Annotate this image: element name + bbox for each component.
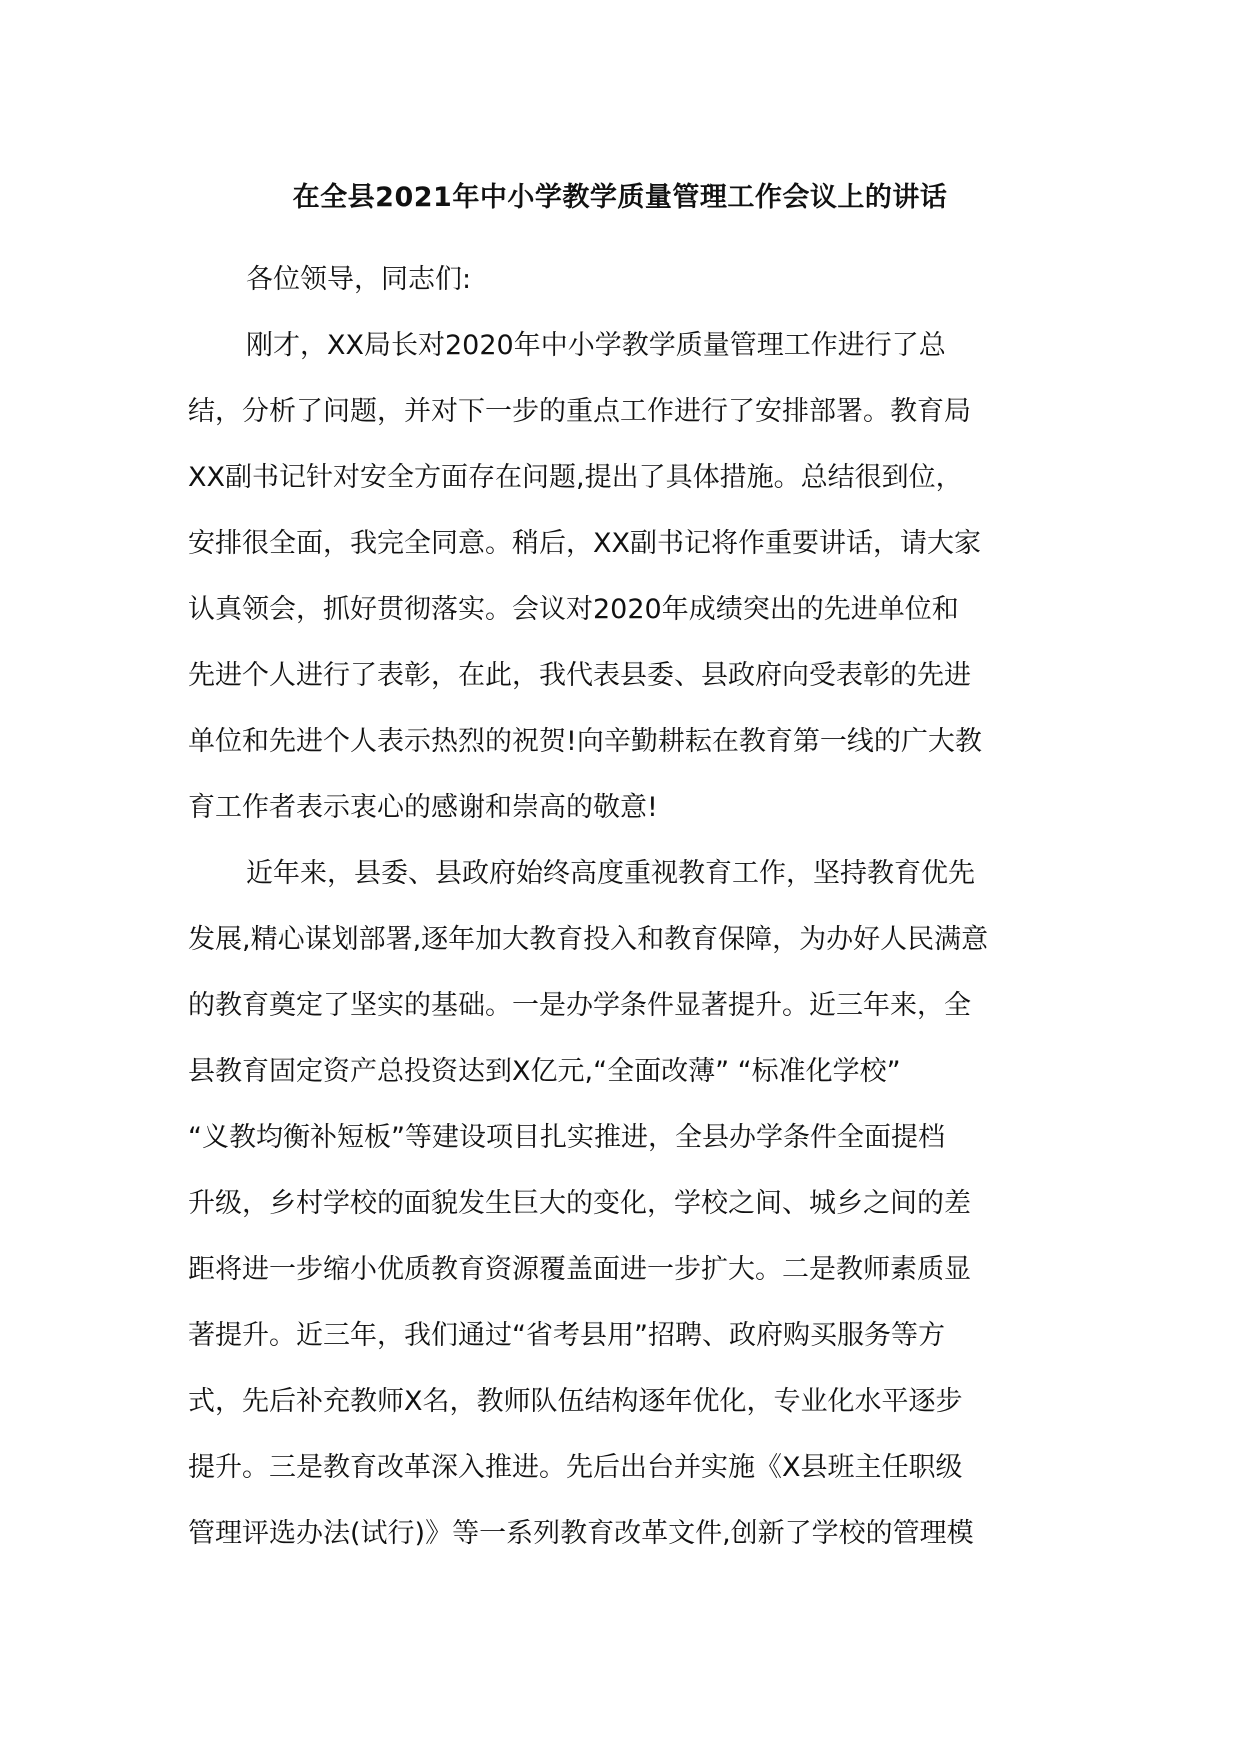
paragraph-line: 刚才，XX局长对2020年中小学教学质量管理工作进行了总 [246,330,946,361]
paragraph-line: “义教均衡补短板”等建设项目扎实推进，全县办学条件全面提档 [188,1122,945,1153]
paragraph-line: 著提升。近三年，我们通过“省考县用”招聘、政府购买服务等方 [188,1320,945,1351]
paragraph-line: 管理评选办法(试行)》等一系列教育改革文件,创新了学校的管理模 [188,1518,974,1549]
document-body [188,247,1058,1567]
paragraph-line: 距将进一步缩小优质教育资源覆盖面进一步扩大。二是教师素质显 [188,1254,971,1285]
paragraph-line: 育工作者表示衷心的感谢和崇高的敬意! [188,792,658,823]
paragraph-line: 先进个人进行了表彰，在此，我代表县委、县政府向受表彰的先进 [188,660,971,691]
paragraph-line: 结，分析了问题，并对下一步的重点工作进行了安排部署。教育局 [188,396,971,427]
paragraph-line: 安排很全面，我完全同意。稍后，XX副书记将作重要讲话，请大家 [188,528,981,559]
document-title: 在全县2021年中小学教学质量管理工作会议上的讲话 [292,182,948,213]
paragraph-line: 单位和先进个人表示热烈的祝贺!向辛勤耕耘在教育第一线的广大教 [188,726,982,757]
paragraph-line: 提升。三是教育改革深入推进。先后出台并实施《X县班主任职级 [188,1452,963,1483]
paragraph-line: 近年来，县委、县政府始终高度重视教育工作，坚持教育优先 [246,858,975,889]
paragraph-line: 县教育固定资产总投资达到X亿元,“全面改薄” “标准化学校” [188,1056,901,1087]
paragraph-line: 发展,精心谋划部署,逐年加大教育投入和教育保障，为办好人民满意 [188,924,989,955]
paragraph-line: 升级，乡村学校的面貌发生巨大的变化，学校之间、城乡之间的差 [188,1188,971,1219]
paragraph-line: 的教育奠定了坚实的基础。一是办学条件显著提升。近三年来，全 [188,990,971,1021]
paragraph-line: 式，先后补充教师X名，教师队伍结构逐年优化，专业化水平逐步 [188,1386,963,1417]
greeting-line: 各位领导，同志们: [246,264,472,295]
paragraph-line: XX副书记针对安全方面存在问题,提出了具体措施。总结很到位， [188,462,963,493]
paragraph-line: 认真领会，抓好贯彻落实。会议对2020年成绩突出的先进单位和 [188,594,959,625]
